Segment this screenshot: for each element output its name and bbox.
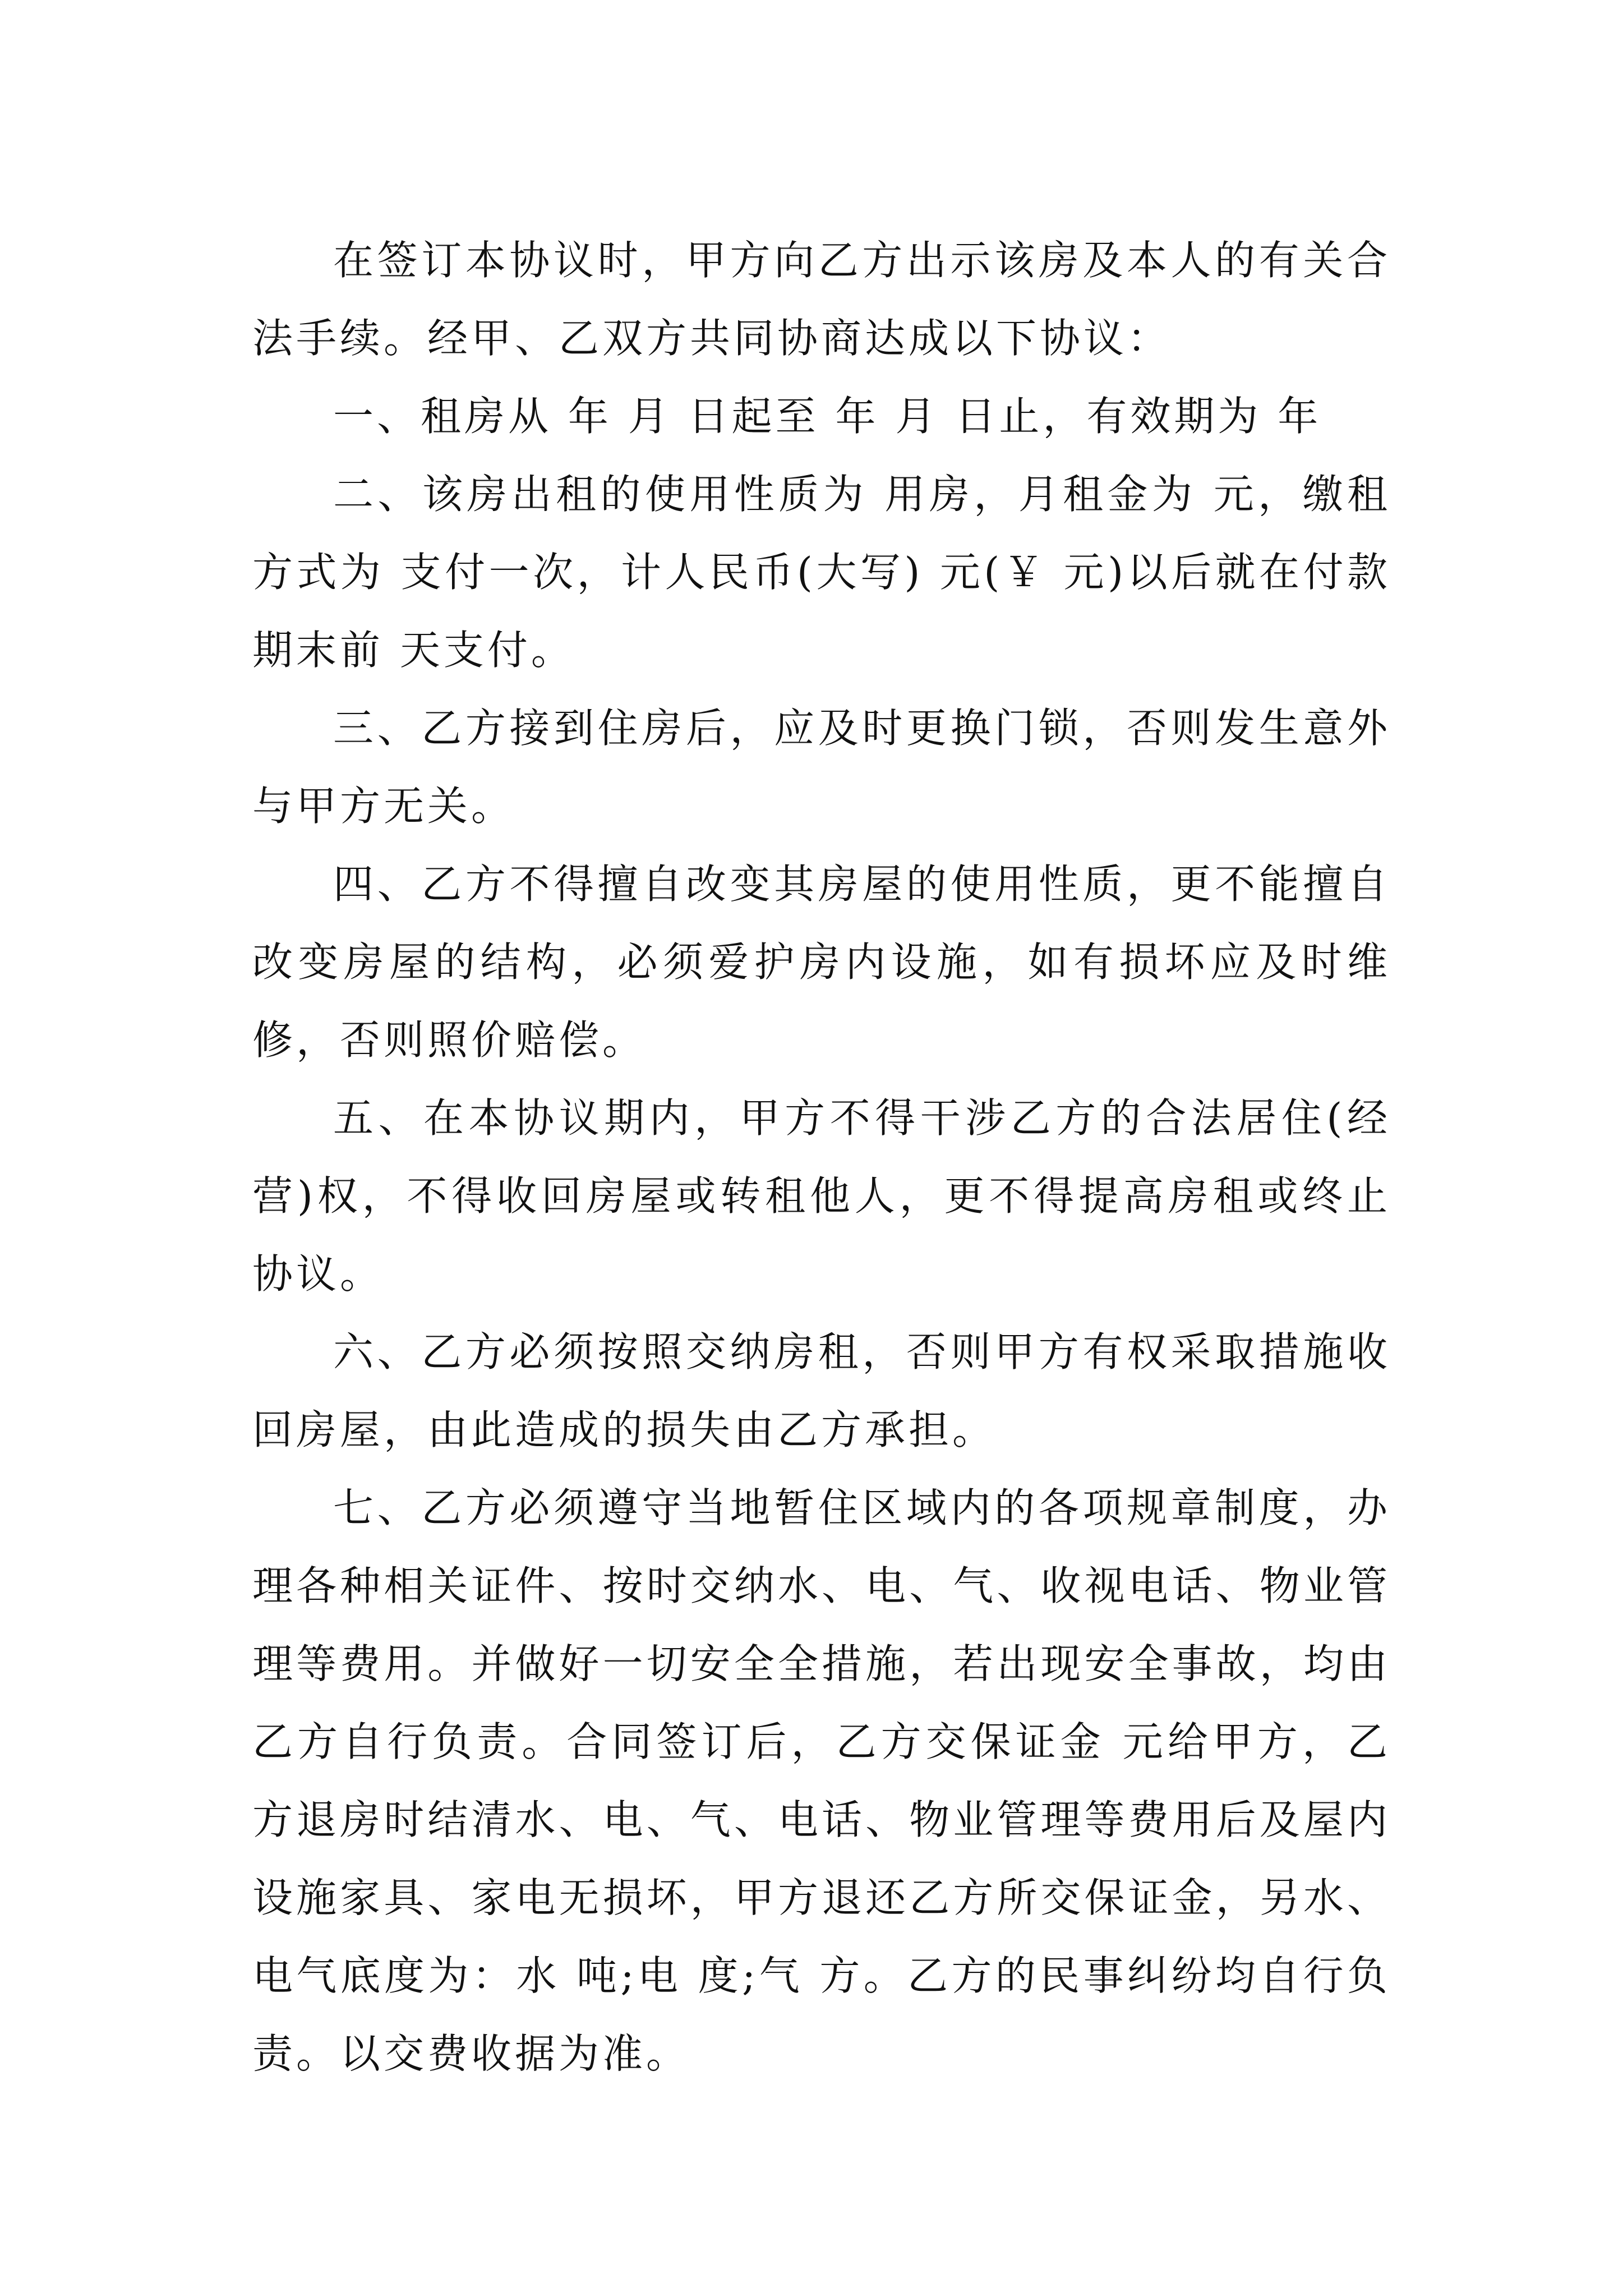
paragraph-clause-5: 五、在本协议期内，甲方不得干涉乙方的合法居住(经营)权，不得收回房屋或转租他人，更不得提高房租或终止协议。 xyxy=(252,1094,1391,1297)
paragraph-clause-3: 三、乙方接到住房后，应及时更换门锁，否则发生意外与甲方无关。 xyxy=(252,705,1391,830)
paragraph-clause-4: 四、乙方不得擅自改变其房屋的使用性质，更不能擅自改变房屋的结构，必须爱护房内设施，如有损坏应及时维修，否则照价赔偿。 xyxy=(252,861,1391,1064)
paragraph-intro: 在签订本协议时，甲方向乙方出示该房及本人的有关合法手续。经甲、乙双方共同协商达成以下协议： xyxy=(252,237,1391,362)
paragraph-clause-2: 二、该房出租的使用性质为 用房，月租金为 元，缴租方式为 支付一次，计人民币(大写) 元(￥ 元)以后就在付款期末前 天支付。 xyxy=(252,471,1391,674)
document-body xyxy=(252,222,1391,2093)
paragraph-clause-1: 一、租房从 年 月 日起至 年 月 日止，有效期为 年 xyxy=(333,393,1322,440)
paragraph-clause-7: 七、乙方必须遵守当地暂住区域内的各项规章制度，办理各种相关证件、按时交纳水、电、气、收视电话、物业管理等费用。并做好一切安全全措施，若出现安全事故，均由乙方自行负责。合同签订后，乙方交保证金 元给甲方，乙方退房时结清水、电、气、电话、物业管理等费用后及屋内设施家具、家电无损坏，甲方退还乙方所交保证金，另水、电气底度为：水 吨;电 度;气 方。乙方的民事纠纷均自行负责。以交费收据为准。 xyxy=(252,1484,1391,2077)
paragraph-clause-6: 六、乙方必须按照交纳房租，否则甲方有权采取措施收回房屋，由此造成的损失由乙方承担。 xyxy=(252,1328,1391,1453)
